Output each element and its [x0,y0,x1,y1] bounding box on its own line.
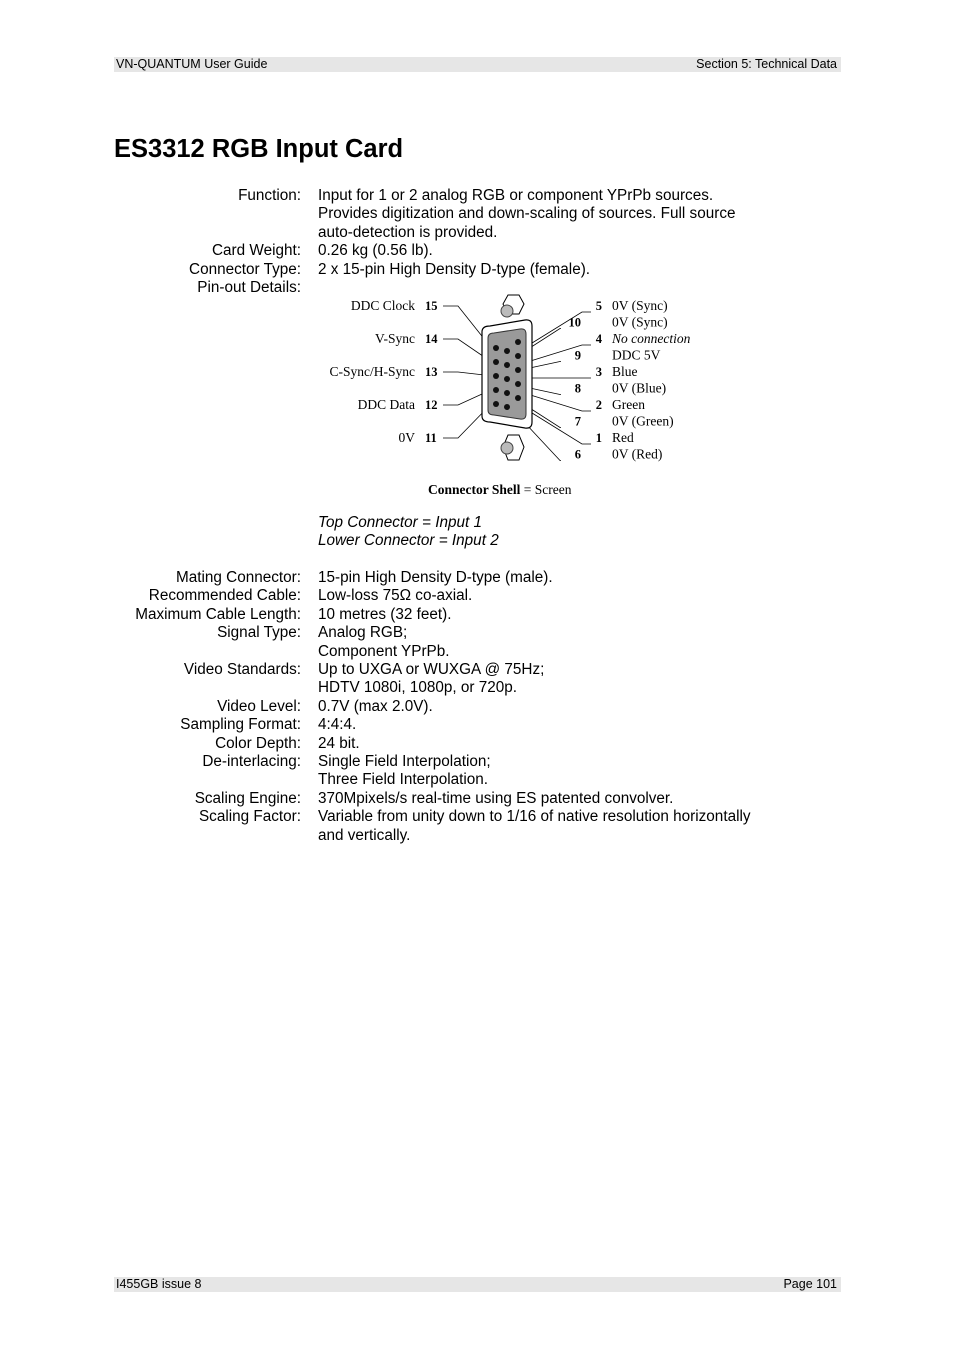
right-pin-label: Red [612,430,634,445]
page-header [114,57,841,72]
vga-pinout-diagram [300,290,720,480]
spec-label: Color Depth: [215,734,301,752]
left-pin-label: 0V [398,430,415,445]
pin-dot [493,387,499,393]
spec-value-line: and vertically. [318,826,411,844]
spec-value-line: Input for 1 or 2 analog RGB or component YPrPb sources. [318,187,714,204]
spec-value-line: 4:4:4. [318,716,357,734]
left-pin-number: 11 [425,431,437,445]
spec-value-line: 0.26 kg (0.56 lb). [318,242,433,260]
header-section: Section 5: Technical Data [696,57,837,71]
spec-value [318,808,798,845]
left-pin-label: DDC Clock [350,298,415,313]
spec-value-line: Analog RGB; [318,624,408,642]
pin-dot [515,381,521,387]
spec-label: Signal Type: [217,624,301,642]
right-pin-number: 9 [574,348,581,363]
page-title: ES3312 RGB Input Card [114,135,404,163]
spec-label: Mating Connector: [176,569,301,586]
pin-dot [504,376,510,382]
header-doc-title: VN-QUANTUM User Guide [116,57,268,71]
right-pin-number: 10 [568,315,581,330]
page-footer [114,1277,841,1292]
d-sub-connector-drawing [482,295,532,460]
left-pin-number: 15 [425,299,438,313]
spec-label: Video Standards: [183,661,301,678]
right-pin-number: 3 [595,365,602,379]
right-pin-label: 0V (Red) [612,446,663,462]
note-top-connector: Top Connector = Input 1 [318,514,482,531]
right-pin-label: Blue [612,364,638,379]
spec-label: Sampling Format: [180,716,301,734]
right-pin-label: Green [612,397,645,412]
right-pin-label: DDC 5V [612,347,661,363]
spec-value-line: 24 bit. [318,734,360,752]
pin-dot [504,390,510,396]
pin-dot [504,404,510,410]
right-pin-number: 7 [574,414,581,429]
spec-value [318,753,798,790]
pin-dot [515,339,521,345]
spec-label: Maximum Cable Length: [135,605,301,623]
top-screw-hole [501,305,513,317]
spec-value [318,698,798,716]
pin-dot [504,362,510,368]
spec-value-line: 2 x 15-pin High Density D-type (female). [318,260,591,278]
spec-label: Connector Type: [189,260,301,278]
spec-label: Card Weight: [212,242,301,260]
right-pin-number: 1 [595,431,602,445]
spec-value-line: Component YPrPb. [318,642,450,660]
left-pin-label: V-Sync [374,331,415,346]
spec-value-line: Three Field Interpolation. [318,771,489,789]
right-pin-number: 8 [574,381,581,396]
pin-dot [493,401,499,407]
spec-label: Scaling Factor: [198,808,301,826]
shell-label: Connector Shell [428,482,521,497]
right-pin-label: No connection [612,331,691,346]
footer-page-number: Page 101 [783,1277,837,1291]
spec-label: Video Level: [217,697,301,715]
spec-value [318,242,798,260]
left-pin-number: 12 [425,398,438,412]
spec-value [318,569,798,587]
spec-value [318,735,798,753]
spec-value-line: 0.7V (max 2.0V). [318,697,433,715]
right-pin-number: 4 [595,332,602,346]
pin-dot [515,395,521,401]
leader-line [524,393,591,411]
spec-value [318,187,798,242]
spec-value-line: 370Mpixels/s real-time using ES patented convolver. [318,789,674,807]
spec-value-line: HDTV 1080i, 1080p, or 720p. [318,679,517,697]
spec-value [318,587,798,605]
right-pin-label: 0V (Green) [612,413,674,429]
spec-label: Scaling Engine: [194,789,301,807]
right-pin-number: 6 [574,447,581,462]
spec-value [318,716,798,734]
right-pin-label: 0V (Sync) [612,298,668,313]
bottom-screw-hole [501,442,513,454]
right-pin-number: 2 [595,398,602,412]
left-pin-labels [330,298,439,445]
right-pin-label: 0V (Sync) [612,314,668,330]
pin-dot [504,348,510,354]
connector-shell-note [428,481,571,499]
pin-dot [515,367,521,373]
spec-value-line: Up to UXGA or WUXGA @ 75Hz; [318,661,545,678]
spec-label: Pin-out Details: [197,279,301,296]
spec-value-line: 15-pin High Density D-type (male). [318,569,553,586]
spec-value-line: Single Field Interpolation; [318,753,491,770]
pin-dot [515,353,521,359]
spec-value [318,261,798,279]
left-pin-label: C-Sync/H-Sync [329,364,415,379]
right-pin-number: 5 [595,299,602,313]
right-pin-label: 0V (Blue) [612,380,667,396]
spec-value [318,624,798,661]
spec-value-line: Variable from unity down to 1/16 of native resolution horizontally [318,808,751,826]
spec-label: Recommended Cable: [148,587,301,605]
spec-label: Function: [238,187,301,204]
spec-label: De-interlacing: [202,753,301,770]
pin-dot [493,373,499,379]
shell-value: = Screen [520,482,572,497]
spec-value-line: Low-loss 75Ω co-axial. [318,587,473,605]
spec-value-line: 10 metres (32 feet). [318,605,452,623]
pin-dot [493,359,499,365]
spec-value-line: auto-detection is provided. [318,223,498,241]
pin-dot [493,345,499,351]
right-pin-labels [569,298,691,462]
left-pin-number: 14 [425,332,438,346]
spec-value-line: Provides digitization and down-scaling of sources. Full source [318,205,736,223]
left-pin-number: 13 [425,365,438,379]
spec-value [318,790,798,808]
spec-value [318,606,798,624]
note-lower-connector: Lower Connector = Input 2 [318,532,499,549]
left-pin-label: DDC Data [357,397,415,412]
spec-value [318,661,798,698]
footer-issue: I455GB issue 8 [116,1277,202,1291]
